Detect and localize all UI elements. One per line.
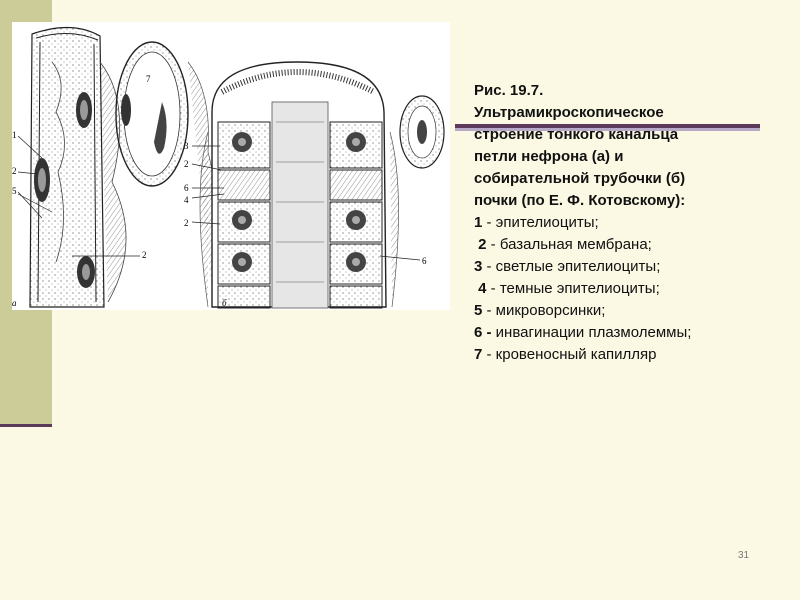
legend-number: 7 [474, 346, 483, 363]
legend-number: 6 - [474, 324, 492, 341]
caption-heading-line: Ультрамикроскопическое [474, 104, 664, 121]
legend-text: - микроворсинки; [482, 302, 606, 319]
tubule-a-drawing [30, 27, 126, 307]
legend-item [474, 212, 794, 234]
callout-2: 2 [12, 166, 17, 176]
caption-heading-line: петли нефрона (а) и [474, 148, 624, 165]
legend-text: - светлые эпителиоциты; [482, 258, 661, 275]
right-capillary-drawing [400, 96, 444, 168]
legend-item [474, 234, 794, 256]
page-number: 31 [738, 550, 750, 561]
legend-text: - кровеносный капилляр [482, 346, 657, 363]
callout-2-bottom: 2 [142, 250, 147, 260]
legend-text: - эпителиоциты; [482, 214, 599, 231]
caption-heading-line: почки (по Е. Ф. Котовскому): [474, 192, 686, 209]
callout-6: 6 [184, 183, 189, 193]
legend-number: 5 [474, 302, 483, 319]
legend-number: 3 [474, 258, 483, 275]
callout-6-right: 6 [422, 256, 427, 266]
legend-text: инвагинации плазмолеммы; [491, 324, 692, 341]
legend-number: 1 [474, 214, 483, 231]
caption-heading-line: строение тонкого канальца [474, 126, 679, 143]
callout-3: 3 [184, 141, 189, 151]
callout-1: 1 [12, 130, 17, 140]
capillary-drawing [116, 42, 216, 292]
histology-figure [12, 22, 450, 310]
callout-2-mid: 2 [184, 159, 189, 169]
legend-item [474, 300, 794, 322]
caption-heading-line: собирательной трубочки (б) [474, 170, 686, 187]
callout-4: 4 [184, 195, 189, 205]
callout-7: 7 [146, 74, 151, 84]
side-accent-rule [0, 424, 52, 427]
callout-5: 5 [12, 186, 17, 196]
caption-heading-line: Рис. 19.7. [474, 82, 544, 99]
legend-item [474, 256, 794, 278]
legend-item [474, 278, 794, 300]
collecting-duct-drawing [200, 62, 399, 308]
legend-text: - базальная мембрана; [486, 236, 652, 253]
panel-label-b: б [222, 298, 227, 308]
figure-caption [474, 80, 794, 366]
panel-label-a: а [12, 298, 17, 308]
legend-item [474, 322, 794, 344]
legend-item [474, 344, 794, 366]
legend-number: 2 [474, 236, 487, 253]
legend-text: - темные эпителиоциты; [486, 280, 660, 297]
legend-number: 4 [474, 280, 487, 297]
callout-2-lower: 2 [184, 218, 189, 228]
